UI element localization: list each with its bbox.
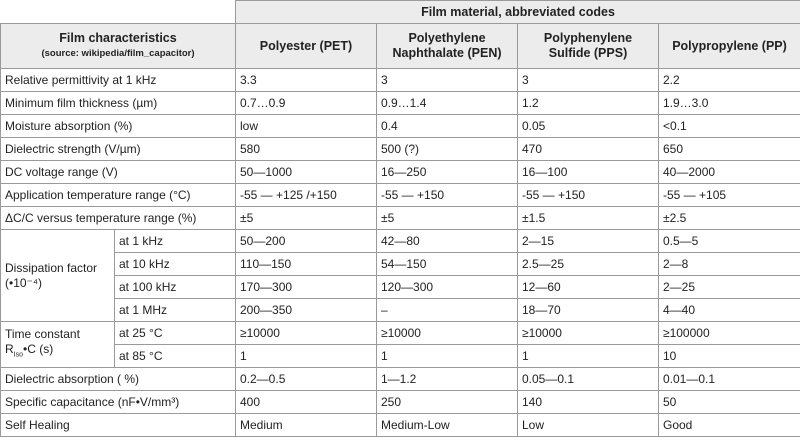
sub-label: at 10 kHz xyxy=(115,253,236,276)
cell-pet: 200—350 xyxy=(236,299,377,322)
cell-pen: 500 (?) xyxy=(377,138,518,161)
sub-label: at 85 °C xyxy=(115,345,236,368)
cell-pps: ±1.5 xyxy=(518,207,659,230)
row-label: Moisture absorption (%) xyxy=(1,115,236,138)
cell-pet: 1 xyxy=(236,345,377,368)
cell-pp: ≥100000 xyxy=(659,322,800,345)
cell-pps: 0.05 xyxy=(518,115,659,138)
cell-pen: 42—80 xyxy=(377,230,518,253)
cell-pen: ±5 xyxy=(377,207,518,230)
cell-pet: 110—150 xyxy=(236,253,377,276)
dissipation-label: Dissipation factor (•10⁻⁴) xyxy=(1,230,115,322)
cell-pen: 54—150 xyxy=(377,253,518,276)
cell-pp: <0.1 xyxy=(659,115,800,138)
sub-label: at 1 kHz xyxy=(115,230,236,253)
cell-pps: 2.5—25 xyxy=(518,253,659,276)
cell-pet: 50—200 xyxy=(236,230,377,253)
row-dissipation-10khz xyxy=(1,253,800,276)
row-label: Dielectric absorption ( %) xyxy=(1,368,236,391)
cell-pet: 50—1000 xyxy=(236,161,377,184)
corner-source: (source: wikipedia/film_capacitor) xyxy=(41,48,195,59)
cell-pet: Medium xyxy=(236,414,377,437)
cell-pps: 18—70 xyxy=(518,299,659,322)
row-self-healing xyxy=(1,414,800,437)
cell-pet: 0.2—0.5 xyxy=(236,368,377,391)
cell-pen: – xyxy=(377,299,518,322)
cell-pen: 1 xyxy=(377,345,518,368)
corner-title: Film characteristics xyxy=(59,31,177,45)
row-label: DC voltage range (V) xyxy=(1,161,236,184)
cell-pp: 1.9…3.0 xyxy=(659,92,800,115)
group-header-row xyxy=(1,1,800,24)
cell-pet: -55 — +125 /+150 xyxy=(236,184,377,207)
group-title: Film material, abbreviated codes xyxy=(236,1,800,24)
row-dcc xyxy=(1,207,800,230)
sub-label: at 25 °C xyxy=(115,322,236,345)
cell-pps: 2—15 xyxy=(518,230,659,253)
cell-pp: -55 — +105 xyxy=(659,184,800,207)
cell-pet: 170—300 xyxy=(236,276,377,299)
cell-pps: Low xyxy=(518,414,659,437)
row-dielectric-strength xyxy=(1,138,800,161)
cell-pps: -55 — +150 xyxy=(518,184,659,207)
cell-pet: ≥10000 xyxy=(236,322,377,345)
cell-pen: 3 xyxy=(377,69,518,92)
cell-pp: 2—25 xyxy=(659,276,800,299)
blank-corner xyxy=(1,1,236,24)
row-label: Specific capacitance (nF•V/mm³) xyxy=(1,391,236,414)
cell-pen: 0.4 xyxy=(377,115,518,138)
row-label: Application temperature range (°C) xyxy=(1,184,236,207)
row-label: Relative permittivity at 1 kHz xyxy=(1,69,236,92)
cell-pen: 250 xyxy=(377,391,518,414)
cell-pet: 3.3 xyxy=(236,69,377,92)
column-header-pp: Polypropylene (PP) xyxy=(659,24,800,69)
cell-pps: ≥10000 xyxy=(518,322,659,345)
cell-pet: 400 xyxy=(236,391,377,414)
row-dissipation-100khz xyxy=(1,276,800,299)
row-dissipation-1khz xyxy=(1,230,800,253)
cell-pp: 10 xyxy=(659,345,800,368)
row-thickness xyxy=(1,92,800,115)
row-label: Minimum film thickness (µm) xyxy=(1,92,236,115)
row-app-temp xyxy=(1,184,800,207)
column-header-pen: Polyethylene Naphthalate (PEN) xyxy=(377,24,518,69)
cell-pen: ≥10000 xyxy=(377,322,518,345)
cell-pp: 0.5—5 xyxy=(659,230,800,253)
row-label: Self Healing xyxy=(1,414,236,437)
cell-pp: 40—2000 xyxy=(659,161,800,184)
cell-pps: 140 xyxy=(518,391,659,414)
cell-pet: 580 xyxy=(236,138,377,161)
time-constant-label: Time constant $R_{Iso}•C$ (s) xyxy=(1,322,115,368)
row-label: Dielectric strength (V/µm) xyxy=(1,138,236,161)
column-header-row xyxy=(1,24,800,69)
row-permittivity xyxy=(1,69,800,92)
cell-pps: 16—100 xyxy=(518,161,659,184)
cell-pp: 0.01—0.1 xyxy=(659,368,800,391)
cell-pen: 1—1.2 xyxy=(377,368,518,391)
row-dc-voltage xyxy=(1,161,800,184)
cell-pen: 0.9…1.4 xyxy=(377,92,518,115)
cell-pps: 12—60 xyxy=(518,276,659,299)
row-time-constant-25c xyxy=(1,322,800,345)
cell-pp: 50 xyxy=(659,391,800,414)
cell-pps: 1.2 xyxy=(518,92,659,115)
cell-pet: 0.7…0.9 xyxy=(236,92,377,115)
cell-pp: Good xyxy=(659,414,800,437)
cell-pen: -55 — +150 xyxy=(377,184,518,207)
row-label: ΔC/C versus temperature range (%) xyxy=(1,207,236,230)
row-time-constant-85c xyxy=(1,345,800,368)
cell-pen: Medium-Low xyxy=(377,414,518,437)
row-dissipation-1mhz xyxy=(1,299,800,322)
row-capacitance xyxy=(1,391,800,414)
column-header-pps: Polyphenylene Sulfide (PPS) xyxy=(518,24,659,69)
cell-pet: ±5 xyxy=(236,207,377,230)
column-header-pet: Polyester (PET) xyxy=(236,24,377,69)
cell-pps: 3 xyxy=(518,69,659,92)
cell-pen: 120—300 xyxy=(377,276,518,299)
cell-pp: 2.2 xyxy=(659,69,800,92)
cell-pp: 4—40 xyxy=(659,299,800,322)
cell-pen: 16—250 xyxy=(377,161,518,184)
cell-pp: 2—8 xyxy=(659,253,800,276)
cell-pps: 0.05—0.1 xyxy=(518,368,659,391)
cell-pp: 650 xyxy=(659,138,800,161)
sub-label: at 100 kHz xyxy=(115,276,236,299)
corner-header xyxy=(1,24,236,69)
row-absorption xyxy=(1,368,800,391)
sub-label: at 1 MHz xyxy=(115,299,236,322)
cell-pps: 1 xyxy=(518,345,659,368)
cell-pp: ±2.5 xyxy=(659,207,800,230)
row-moisture xyxy=(1,115,800,138)
cell-pps: 470 xyxy=(518,138,659,161)
cell-pet: low xyxy=(236,115,377,138)
